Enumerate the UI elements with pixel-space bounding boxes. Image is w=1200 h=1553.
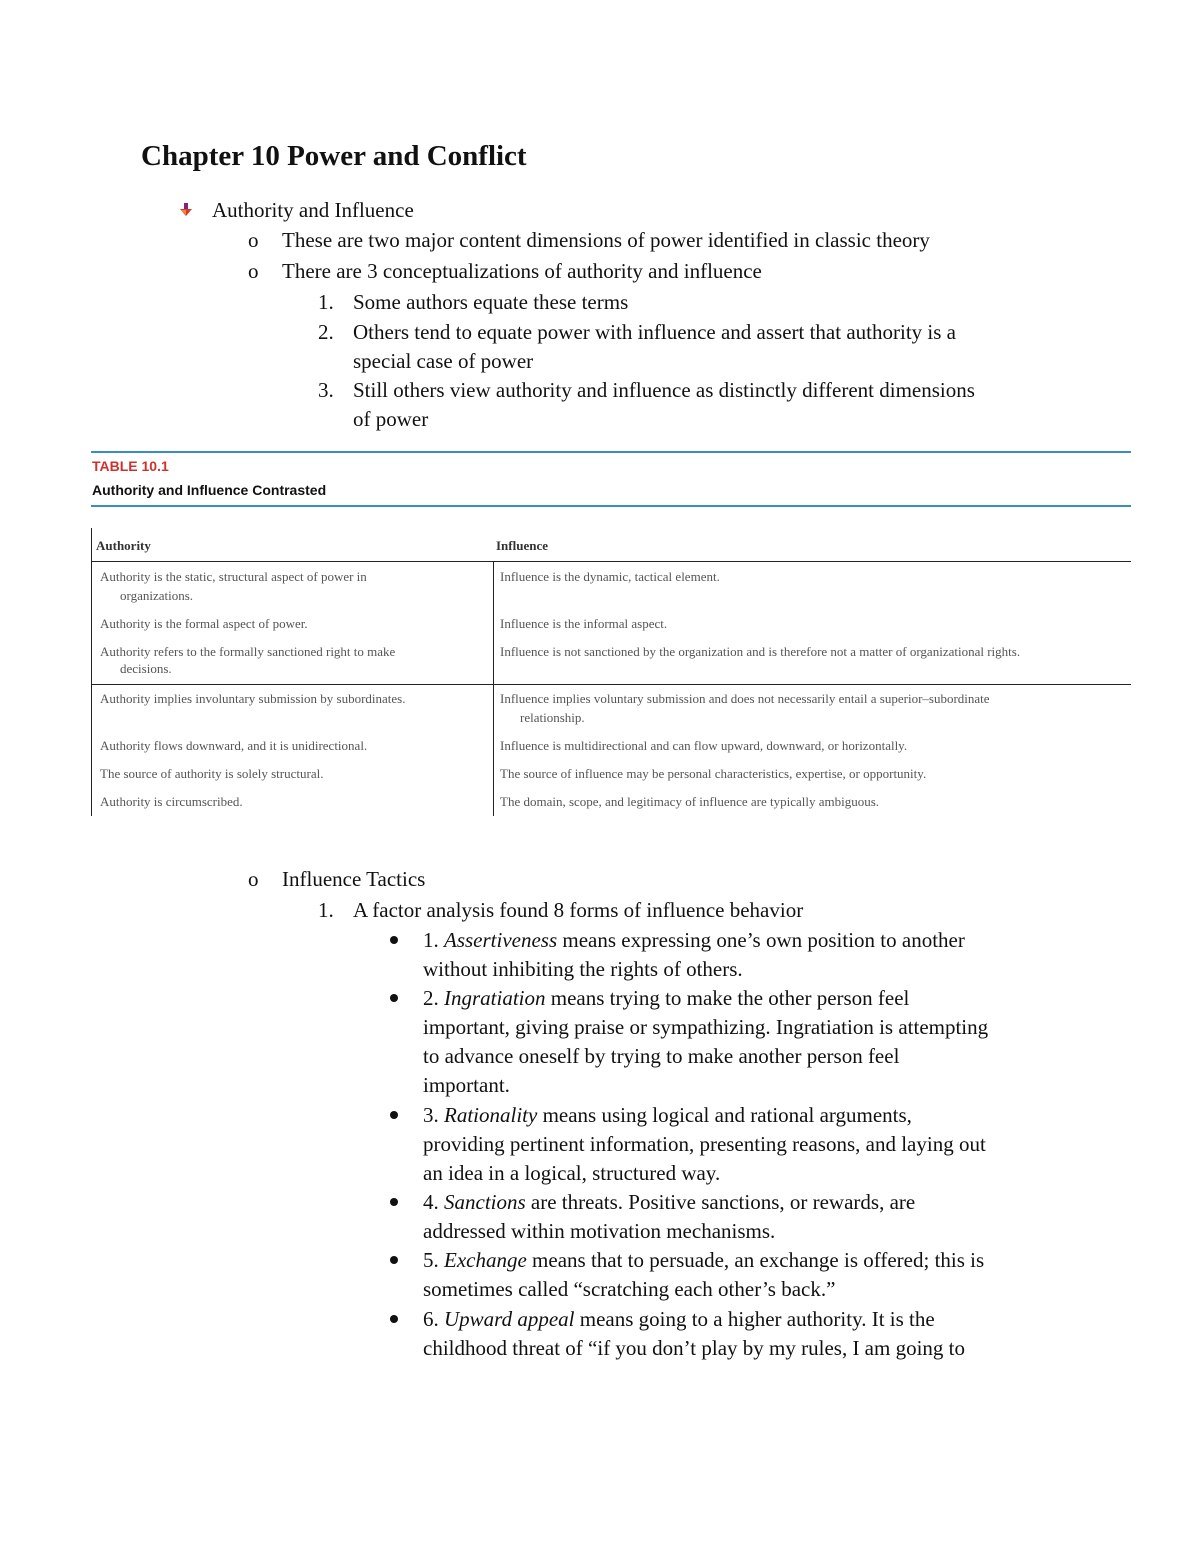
bullet-dot xyxy=(390,1198,398,1206)
tactic-item-line xyxy=(423,984,909,1013)
list-number: 1. xyxy=(318,290,334,314)
numbered-item-text-cont: special case of power xyxy=(353,349,534,373)
tactic-item-cont: important. xyxy=(423,1073,510,1097)
tactic-number: 3. xyxy=(423,1103,439,1127)
table-cell-influence xyxy=(500,689,990,727)
cell-line: organizations. xyxy=(120,588,194,603)
tactic-item-line xyxy=(423,1246,984,1275)
cell-line: The domain, scope, and legitimacy of influence are typically ambiguous. xyxy=(500,794,880,809)
bullet-dot xyxy=(390,994,398,1002)
circle-bullet-marker: o xyxy=(248,867,259,891)
cell-line: Authority is the static, structural aspect of power in xyxy=(100,569,367,584)
sub-bullet-text: These are two major content dimensions of power identified in classic theory xyxy=(282,228,930,252)
tactic-number: 1. xyxy=(423,928,439,952)
table-cell-authority xyxy=(100,642,395,676)
sub-bullet-text: There are 3 conceptualizations of authority and influence xyxy=(282,259,762,283)
tactic-term: Rationality xyxy=(444,1103,538,1127)
table-cell-influence xyxy=(500,567,720,586)
list-number: 2. xyxy=(318,320,334,344)
bullet-dot xyxy=(390,936,398,944)
arrow-bullet-icon xyxy=(178,202,194,218)
table-cell-authority xyxy=(100,614,308,633)
tactic-term: Upward appeal xyxy=(444,1307,575,1331)
page-title: Chapter 10 Power and Conflict xyxy=(141,140,527,172)
cell-line: Influence is not sanctioned by the organization and is therefore not a matter of organizational rights. xyxy=(500,644,1021,659)
cell-line: Influence is the informal aspect. xyxy=(500,616,668,631)
numbered-item-text: Still others view authority and influence as distinctly different dimensions xyxy=(353,378,975,402)
tactic-item-line xyxy=(423,1305,935,1334)
tactic-item-cont: providing pertinent information, presenting reasons, and laying out xyxy=(423,1132,986,1156)
tactic-description: means that to persuade, an exchange is offered; this is xyxy=(526,1248,985,1272)
table-header-influence: Influence xyxy=(496,538,548,553)
table-cell-influence xyxy=(500,764,926,783)
cell-line: Influence is multidirectional and can flow upward, downward, or horizontally. xyxy=(500,738,908,753)
tactic-term: Ingratiation xyxy=(444,986,546,1010)
section-heading-influence-tactics: Influence Tactics xyxy=(282,867,426,891)
tactic-item-line xyxy=(423,1188,915,1217)
tactic-number: 5. xyxy=(423,1248,439,1272)
table-cell-influence xyxy=(500,792,879,811)
numbered-item-text-cont: of power xyxy=(353,407,429,431)
list-number: 3. xyxy=(318,378,334,402)
tactic-item-cont: sometimes called “scratching each other’s back.” xyxy=(423,1277,836,1301)
table-header-authority: Authority xyxy=(96,538,151,553)
list-number: 1. xyxy=(318,898,334,922)
cell-line: Influence implies voluntary submission and does not necessarily entail a superior–subordinate xyxy=(500,691,990,706)
tactic-item-cont: without inhibiting the rights of others. xyxy=(423,957,743,981)
bullet-dot xyxy=(390,1111,398,1119)
cell-line: Authority implies involuntary submission by subordinates. xyxy=(100,691,406,706)
bullet-dot xyxy=(390,1315,398,1323)
tactic-item-cont: important, giving praise or sympathizing. Ingratiation is attempting xyxy=(423,1015,989,1039)
cell-line: Authority is circumscribed. xyxy=(100,794,243,809)
table-caption: Authority and Influence Contrasted xyxy=(92,482,327,498)
tactic-description: means using logical and rational arguments, xyxy=(537,1103,912,1127)
authority-influence-table xyxy=(91,528,1131,816)
table-caption-rule xyxy=(91,505,1131,507)
tactic-description: means trying to make the other person feel xyxy=(545,986,910,1010)
table-header-rule xyxy=(91,561,1131,562)
table-cell-authority xyxy=(100,689,406,708)
tactic-term: Exchange xyxy=(444,1248,527,1272)
section-heading-authority-influence: Authority and Influence xyxy=(212,198,414,222)
tactic-item-cont: childhood threat of “if you don’t play by my rules, I am going to xyxy=(423,1336,966,1360)
table-left-border xyxy=(91,528,92,816)
cell-line: Authority is the formal aspect of power. xyxy=(100,616,308,631)
table-column-divider xyxy=(493,561,494,816)
tactic-item-line xyxy=(423,1101,912,1130)
numbered-item-text: A factor analysis found 8 forms of influence behavior xyxy=(353,898,804,922)
tactic-number: 4. xyxy=(423,1190,439,1214)
table-cell-influence xyxy=(500,736,907,755)
tactic-term: Assertiveness xyxy=(444,928,558,952)
cell-line: Authority refers to the formally sanctioned right to make xyxy=(100,644,396,659)
table-group-rule xyxy=(91,684,1131,685)
numbered-item-text: Others tend to equate power with influence and assert that authority is a xyxy=(353,320,956,344)
cell-line: Authority flows downward, and it is unidirectional. xyxy=(100,738,368,753)
cell-line: The source of influence may be personal characteristics, expertise, or opportunity. xyxy=(500,766,927,781)
table-cell-authority xyxy=(100,792,243,811)
tactic-description: means going to a higher authority. It is the xyxy=(574,1307,935,1331)
tactic-number: 2. xyxy=(423,986,439,1010)
tactic-item-cont: to advance oneself by trying to make another person feel xyxy=(423,1044,900,1068)
tactic-number: 6. xyxy=(423,1307,439,1331)
tactic-item-cont: addressed within motivation mechanisms. xyxy=(423,1219,776,1243)
cell-line: relationship. xyxy=(520,710,585,725)
cell-line: Influence is the dynamic, tactical element. xyxy=(500,569,720,584)
tactic-description: means expressing one’s own position to another xyxy=(557,928,965,952)
bullet-dot xyxy=(390,1256,398,1264)
table-cell-influence xyxy=(500,642,1020,661)
tactic-item-line xyxy=(423,926,965,955)
tactic-description: are threats. Positive sanctions, or rewards, are xyxy=(525,1190,916,1214)
circle-bullet-marker: o xyxy=(248,259,259,283)
tactic-term: Sanctions xyxy=(444,1190,526,1214)
tactic-item-cont: an idea in a logical, structured way. xyxy=(423,1161,721,1185)
table-cell-influence xyxy=(500,614,667,633)
numbered-item-text: Some authors equate these terms xyxy=(353,290,629,314)
table-cell-authority xyxy=(100,736,367,755)
table-label: TABLE 10.1 xyxy=(92,458,169,474)
table-top-rule xyxy=(91,451,1131,453)
circle-bullet-marker: o xyxy=(248,228,259,252)
table-cell-authority xyxy=(100,567,367,605)
table-cell-authority xyxy=(100,764,323,783)
cell-line: The source of authority is solely structural. xyxy=(100,766,324,781)
cell-line: decisions. xyxy=(120,661,172,676)
